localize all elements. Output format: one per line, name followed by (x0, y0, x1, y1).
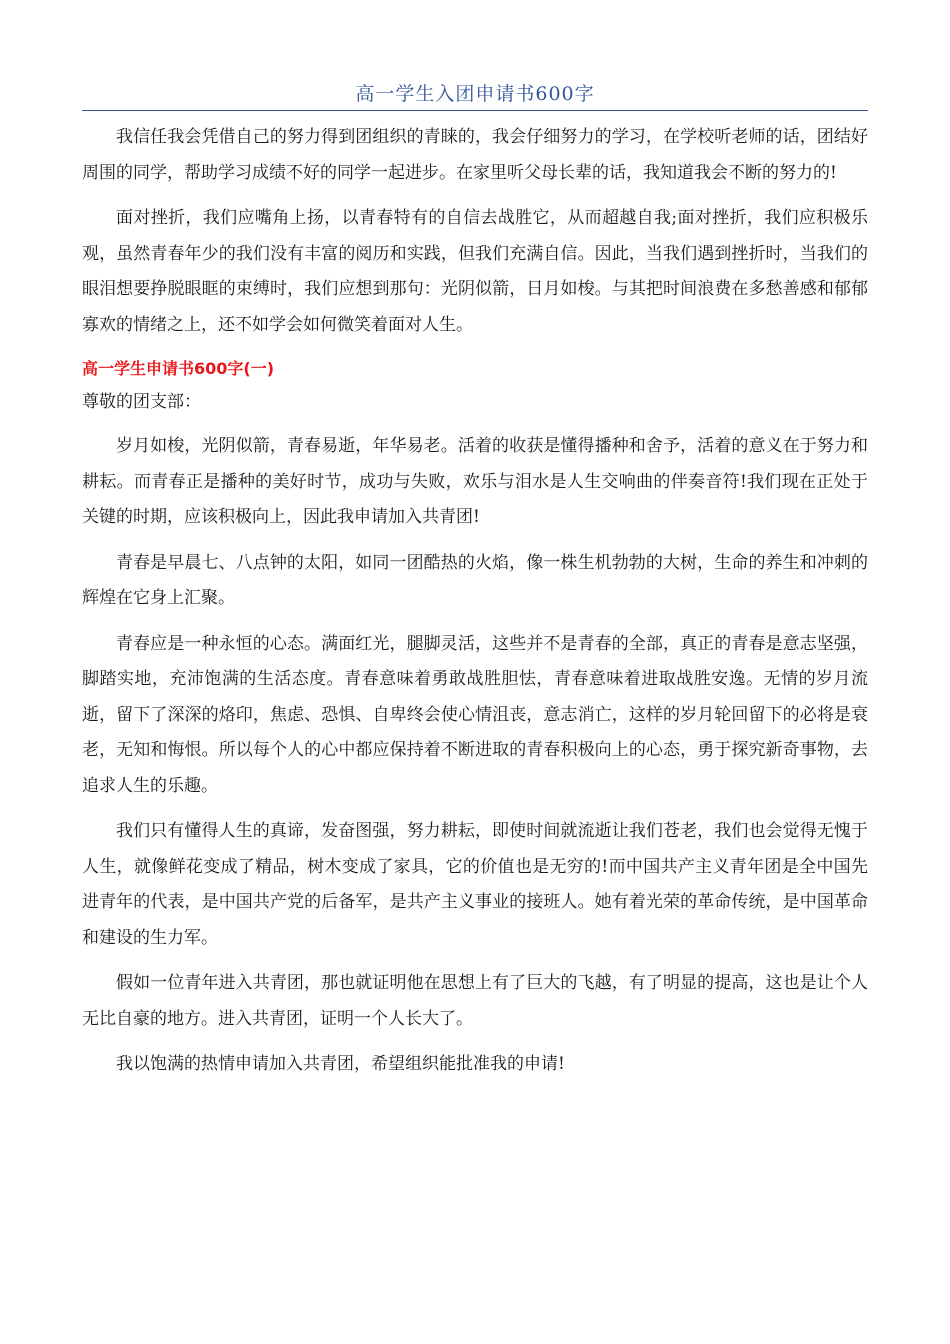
body-paragraph-6: 我以饱满的热情申请加入共青团，希望组织能批准我的申请! (116, 1054, 565, 1074)
header-title: 高一学生入团申请书600字 (355, 83, 595, 105)
intro-paragraph-2: 面对挫折，我们应嘴角上扬，以青春特有的自信去战胜它，从而超越自我;面对挫折，我们应积极乐观，虽然青春年少的我们没有丰富的阅历和实践，但我们充满自信。因此，当我们遇到挫折时，当我们的眼泪想要挣脱眼眶的束缚时，我们应想到那句：光阴似箭，日月如梭。与其把时间浪费在多愁善感和郁郁寡欢的情绪之上，还不如学会如何微笑着面对人生。 (82, 208, 868, 335)
body-paragraph-1: 岁月如梭，光阴似箭，青春易逝，年华易老。活着的收获是懂得播种和舍予，活着的意义在于努力和耕耘。而青春正是播种的美好时节，成功与失败，欢乐与泪水是人生交响曲的伴奏音符!我们现在正处于关键的时期，应该积极向上，因此我申请加入共青团! (82, 436, 868, 527)
section-title: 高一学生申请书600字(一) (82, 359, 275, 378)
document-body (82, 120, 868, 1083)
page-header (82, 80, 868, 111)
intro-paragraph-1: 我信任我会凭借自己的努力得到团组织的青睐的，我会仔细努力的学习，在学校听老师的话，团结好周围的同学，帮助学习成绩不好的同学一起进步。在家里听父母长辈的话，我知道我会不断的努力的! (82, 127, 868, 183)
body-paragraph-4: 我们只有懂得人生的真谛，发奋图强，努力耕耘，即使时间就流逝让我们苍老，我们也会觉得无愧于人生，就像鲜花变成了精品，树木变成了家具，它的价值也是无穷的!而中国共产主义青年团是全中国先进青年的代表，是中国共产党的后备军，是共产主义事业的接班人。她有着光荣的革命传统，是中国革命和建设的生力军。 (82, 821, 868, 948)
body-paragraph-5: 假如一位青年进入共青团，那也就证明他在思想上有了巨大的飞越，有了明显的提高，这也是让个人无比自豪的地方。进入共青团，证明一个人长大了。 (82, 973, 868, 1029)
body-paragraph-3: 青春应是一种永恒的心态。满面红光，腿脚灵活，这些并不是青春的全部，真正的青春是意志坚强，脚踏实地，充沛饱满的生活态度。青春意味着勇敢战胜胆怯，青春意味着进取战胜安逸。无情的岁月流逝，留下了深深的烙印，焦虑、恐惧、自卑终会使心情沮丧，意志消亡，这样的岁月轮回留下的必将是衰老，无知和悔恨。所以每个人的心中都应保持着不断进取的青春积极向上的心态，勇于探究新奇事物，去追求人生的乐趣。 (82, 633, 868, 796)
salutation: 尊敬的团支部： (82, 392, 201, 412)
body-paragraph-2: 青春是早晨七、八点钟的太阳，如同一团酷热的火焰，像一株生机勃勃的大树，生命的养生和冲刺的辉煌在它身上汇聚。 (82, 552, 868, 608)
